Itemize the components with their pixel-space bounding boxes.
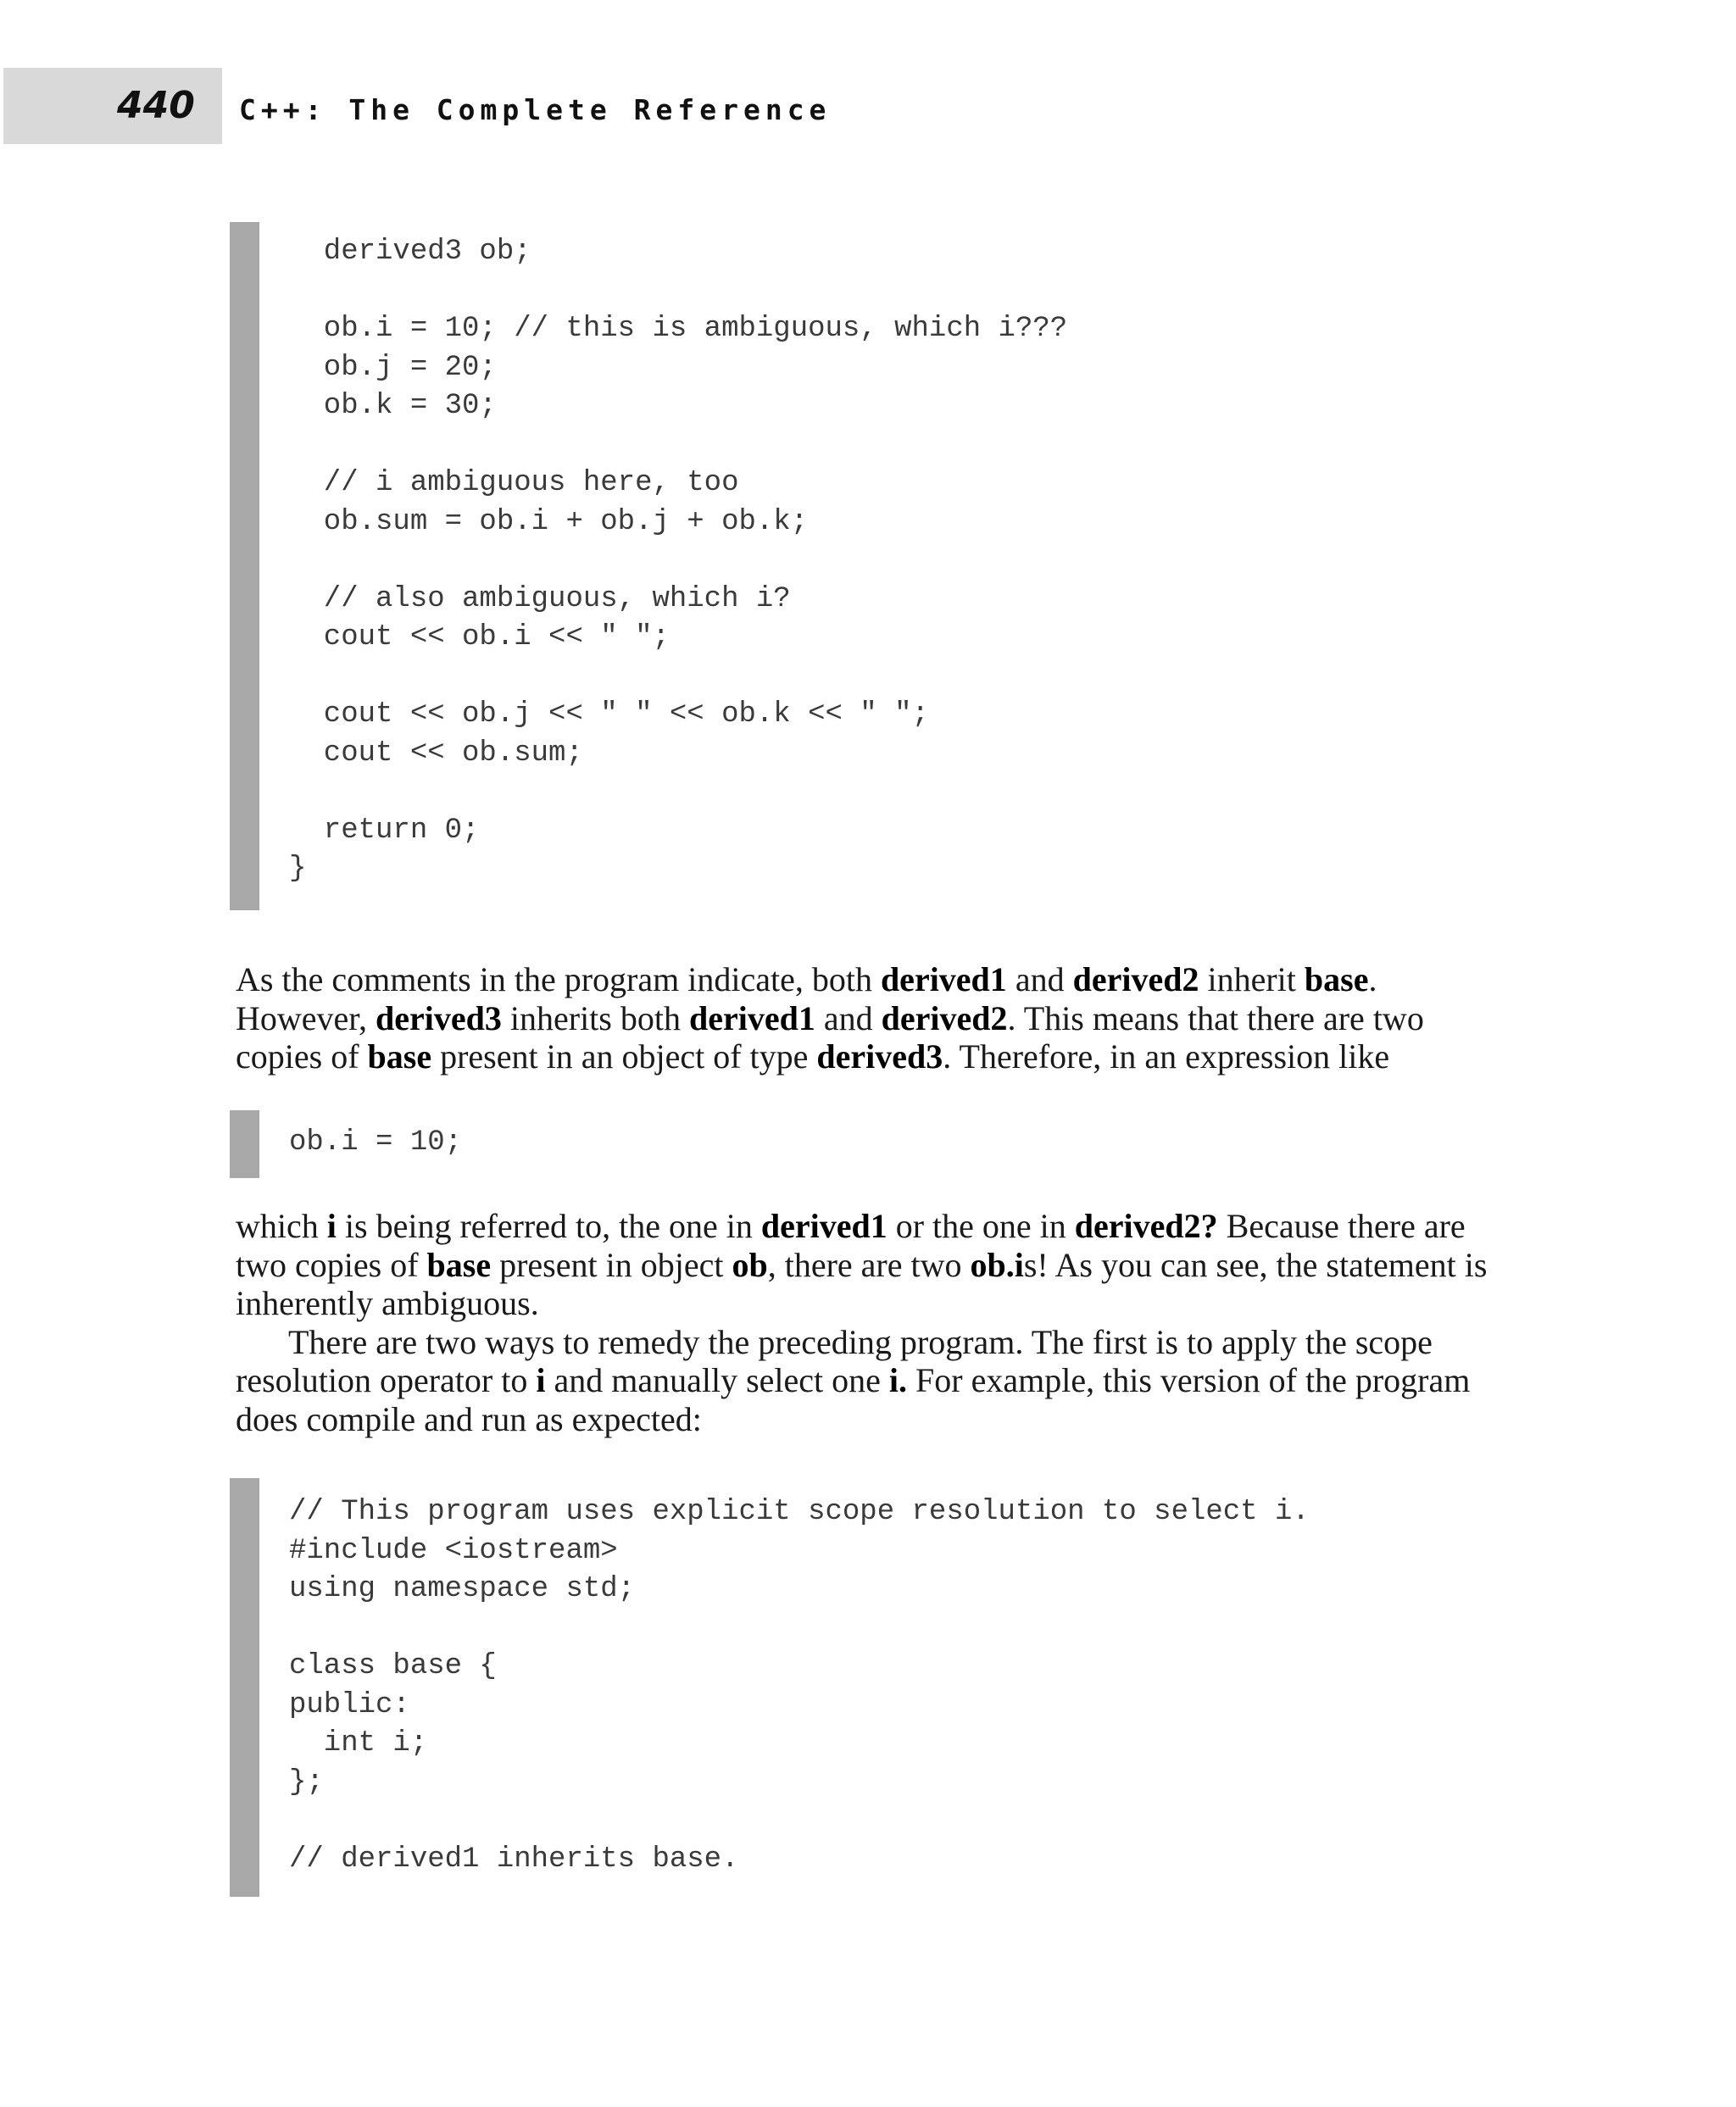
code-line: derived3 ob; bbox=[289, 236, 531, 268]
code-listing-2 bbox=[230, 1110, 1501, 1178]
code-line: return 0; bbox=[289, 814, 480, 847]
text-run: present in object bbox=[491, 1245, 732, 1284]
text-run: or the one in bbox=[887, 1207, 1075, 1245]
code-line: // i ambiguous here, too bbox=[289, 467, 739, 499]
code-line: // derived1 inherits base. bbox=[289, 1843, 739, 1876]
code-line: #include <iostream> bbox=[289, 1534, 618, 1567]
text-run: is being referred to, the one in bbox=[336, 1207, 761, 1245]
code-listing-3-text bbox=[289, 1493, 1310, 1879]
bold-term: derived2 bbox=[881, 998, 1008, 1037]
code-listing-3 bbox=[230, 1478, 1501, 1897]
code-line: class base { bbox=[289, 1650, 497, 1682]
text-run: As the comments in the program indicate, both bbox=[236, 960, 881, 998]
code-line: ob.k = 30; bbox=[289, 390, 497, 422]
running-head-title: C++: The Complete Reference bbox=[239, 93, 832, 126]
code-listing-1 bbox=[230, 222, 1501, 910]
code-margin-bar bbox=[230, 1478, 259, 1897]
text-run: There are two ways to remedy the preceding program. The first is to apply the scope resolution operator to bbox=[236, 1322, 1433, 1399]
text-run: and bbox=[1006, 960, 1073, 998]
text-run: . Therefore, in an expression like bbox=[943, 1037, 1390, 1076]
bold-term: derived2 bbox=[1072, 960, 1199, 998]
code-line: // also ambiguous, which i? bbox=[289, 582, 791, 615]
bold-term: ob bbox=[732, 1245, 768, 1284]
bold-term: ob.i bbox=[970, 1245, 1024, 1284]
code-line: ob.j = 20; bbox=[289, 351, 497, 384]
text-run: inherit bbox=[1199, 960, 1305, 998]
bold-term: i bbox=[326, 1207, 337, 1245]
body-paragraph-2 bbox=[236, 1207, 1507, 1438]
code-margin-bar bbox=[230, 222, 259, 910]
text-run: inherits both bbox=[501, 998, 689, 1037]
text-run: , there are two bbox=[767, 1245, 971, 1284]
text-run: For example, this version of the program does compile and run as expected: bbox=[236, 1361, 1471, 1438]
code-margin-bar bbox=[230, 1110, 259, 1178]
code-line: } bbox=[289, 853, 307, 885]
code-listing-2-text bbox=[289, 1124, 462, 1163]
code-line: ob.i = 10; // this is ambiguous, which i??? bbox=[289, 313, 1068, 345]
text-run: which bbox=[236, 1207, 327, 1245]
text-run: and manually select one bbox=[545, 1361, 889, 1399]
code-line: public: bbox=[289, 1688, 410, 1721]
code-line bbox=[289, 1609, 1310, 1648]
code-line bbox=[289, 426, 1067, 465]
bold-term: i bbox=[536, 1361, 546, 1399]
bold-term: base bbox=[426, 1245, 492, 1284]
code-line: ob.sum = ob.i + ob.j + ob.k; bbox=[289, 505, 809, 538]
bold-term: derived1 bbox=[688, 998, 815, 1037]
code-line: cout << ob.i << " "; bbox=[289, 621, 670, 653]
bold-term: derived1 bbox=[760, 1207, 887, 1245]
bold-term: derived2? bbox=[1074, 1207, 1218, 1245]
bold-term: derived3 bbox=[376, 998, 502, 1037]
code-line: // This program uses explicit scope resolution to select i. bbox=[289, 1496, 1310, 1528]
text-run: . This means that there are two copies of bbox=[236, 998, 1424, 1076]
code-line: cout << ob.sum; bbox=[289, 737, 583, 770]
code-line bbox=[289, 773, 1067, 812]
bold-term: derived3 bbox=[816, 1037, 943, 1076]
code-line bbox=[289, 272, 1067, 311]
code-line: ob.i = 10; bbox=[289, 1126, 463, 1159]
text-run: s! As you can see, the statement is inherently ambiguous. bbox=[236, 1245, 1488, 1322]
code-line: cout << ob.j << " " << ob.k << " "; bbox=[289, 698, 929, 731]
bold-term: base bbox=[367, 1037, 432, 1076]
bold-term: i. bbox=[888, 1361, 908, 1399]
bold-term: base bbox=[1304, 960, 1369, 998]
text-run: Because there are two copies of bbox=[236, 1207, 1466, 1284]
body-paragraph-1 bbox=[236, 960, 1507, 1076]
paragraph-text bbox=[236, 1323, 1507, 1439]
bold-term: derived1 bbox=[880, 960, 1007, 998]
code-line: int i; bbox=[289, 1727, 428, 1760]
code-line bbox=[289, 542, 1067, 581]
paragraph-text bbox=[236, 1207, 1507, 1323]
code-listing-1-text bbox=[289, 233, 1067, 889]
code-line: using namespace std; bbox=[289, 1573, 636, 1605]
paragraph-text bbox=[236, 960, 1507, 1076]
text-run: . However, bbox=[236, 960, 1377, 1037]
page-number: 440 bbox=[117, 84, 195, 127]
code-line bbox=[289, 1802, 1310, 1841]
code-line bbox=[289, 658, 1067, 697]
text-run: and bbox=[815, 998, 882, 1037]
code-line: }; bbox=[289, 1765, 324, 1798]
text-run: present in an object of type bbox=[431, 1037, 817, 1076]
